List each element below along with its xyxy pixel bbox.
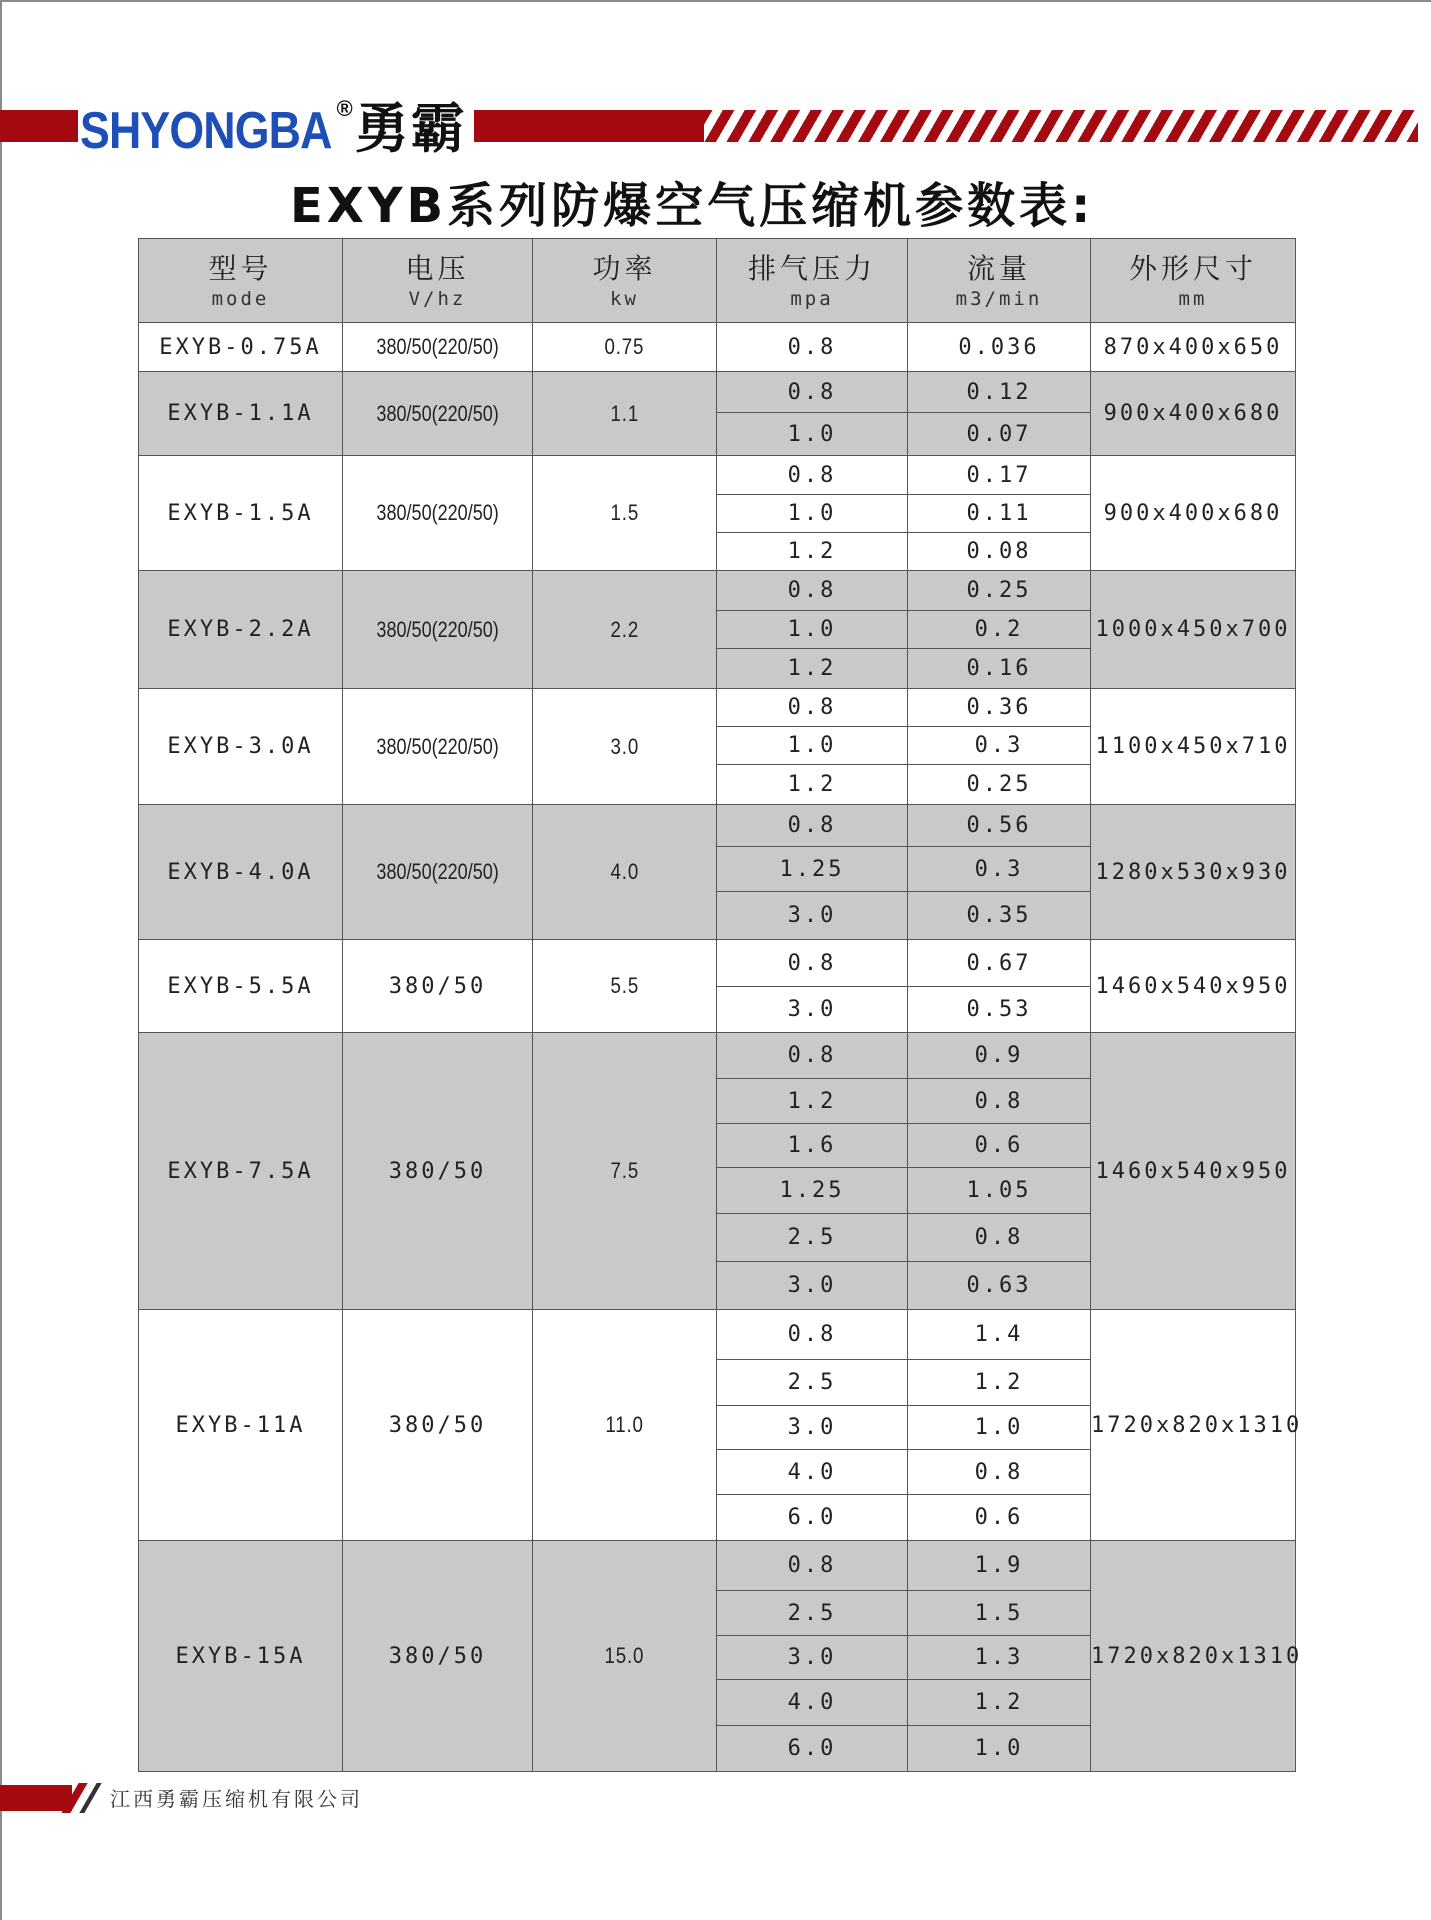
flow-cell: 0.8: [908, 1214, 1091, 1262]
flow-cell: 0.67: [908, 940, 1091, 987]
model-cell: EXYB-5.5A: [139, 940, 343, 1033]
registered-mark: ®: [336, 96, 353, 121]
header-flow: 流量 m3/min: [908, 239, 1091, 323]
pressure-cell: 0.8: [717, 1033, 908, 1079]
power-cell: 1.5: [533, 456, 717, 571]
company-name: 江西勇霸压缩机有限公司: [110, 1787, 363, 1811]
pressure-cell: 0.8: [717, 689, 908, 727]
pressure-cell: 3.0: [717, 892, 908, 940]
voltage-cell: 380/50(220/50): [343, 456, 533, 571]
pressure-cell: 3.0: [717, 1406, 908, 1450]
pressure-cell: 3.0: [717, 987, 908, 1033]
flow-cell: 0.08: [908, 533, 1091, 571]
pressure-cell: 1.2: [717, 649, 908, 689]
table-row: [139, 1033, 1296, 1079]
flow-cell: 0.6: [908, 1124, 1091, 1168]
pressure-cell: 2.5: [717, 1591, 908, 1636]
pressure-cell: 2.5: [717, 1360, 908, 1406]
flow-cell: 1.05: [908, 1168, 1091, 1214]
model-cell: EXYB-3.0A: [139, 689, 343, 805]
flow-cell: 0.36: [908, 689, 1091, 727]
header-red-bar-mid: [474, 110, 704, 142]
flow-cell: 1.4: [908, 1310, 1091, 1360]
pressure-cell: 1.25: [717, 1168, 908, 1214]
header-dimensions: 外形尺寸 mm: [1091, 239, 1296, 323]
left-border-line: [0, 0, 2, 1920]
pressure-cell: 1.25: [717, 847, 908, 892]
voltage-cell: 380/50: [343, 1310, 533, 1541]
voltage-cell: 380/50: [343, 1541, 533, 1772]
table-row: [139, 1310, 1296, 1360]
power-cell: 3.0: [533, 689, 717, 805]
voltage-cell: 380/50(220/50): [343, 805, 533, 940]
pressure-cell: 6.0: [717, 1495, 908, 1541]
dimensions-cell: 870x400x650: [1091, 323, 1296, 372]
flow-cell: 0.12: [908, 372, 1091, 413]
table-row: [139, 571, 1296, 611]
dimensions-cell: 1720x820x1310: [1091, 1310, 1296, 1541]
voltage-cell: 380/50(220/50): [343, 323, 533, 372]
flow-cell: 1.2: [908, 1680, 1091, 1726]
flow-cell: 0.53: [908, 987, 1091, 1033]
voltage-cell: 380/50(220/50): [343, 689, 533, 805]
pressure-cell: 1.0: [717, 495, 908, 533]
table-row: [139, 805, 1296, 847]
model-cell: EXYB-2.2A: [139, 571, 343, 689]
pressure-cell: 1.0: [717, 727, 908, 765]
header-model: 型号 mode: [139, 239, 343, 323]
table-row: [139, 940, 1296, 987]
flow-cell: 0.11: [908, 495, 1091, 533]
top-border-line: [0, 0, 1431, 2]
flow-cell: 1.3: [908, 1636, 1091, 1680]
model-cell: EXYB-1.5A: [139, 456, 343, 571]
header-power: 功率 kw: [533, 239, 717, 323]
footer-red-bar: [0, 1785, 72, 1811]
pressure-cell: 1.2: [717, 533, 908, 571]
flow-cell: 0.8: [908, 1450, 1091, 1495]
flow-cell: 0.17: [908, 456, 1091, 495]
pressure-cell: 1.2: [717, 765, 908, 805]
flow-cell: 1.0: [908, 1406, 1091, 1450]
flow-cell: 1.0: [908, 1726, 1091, 1772]
pressure-cell: 0.8: [717, 805, 908, 847]
brand-logo: [80, 86, 467, 162]
pressure-cell: 3.0: [717, 1636, 908, 1680]
header-stripe-band: [704, 110, 1418, 142]
table-header-row: [139, 239, 1296, 323]
pressure-cell: 3.0: [717, 1262, 908, 1310]
dimensions-cell: 1460x540x950: [1091, 1033, 1296, 1310]
spec-table: [138, 238, 1303, 1772]
power-cell: 4.0: [533, 805, 717, 940]
page-title: EXYB系列防爆空气压缩机参数表:: [290, 178, 1095, 234]
flow-cell: 0.25: [908, 765, 1091, 805]
pressure-cell: 0.8: [717, 372, 908, 413]
pressure-cell: 0.8: [717, 456, 908, 495]
power-cell: 5.5: [533, 940, 717, 1033]
flow-cell: 1.5: [908, 1591, 1091, 1636]
model-cell: EXYB-4.0A: [139, 805, 343, 940]
pressure-cell: 1.0: [717, 611, 908, 649]
flow-cell: 0.9: [908, 1033, 1091, 1079]
pressure-cell: 6.0: [717, 1726, 908, 1772]
voltage-cell: 380/50: [343, 1033, 533, 1310]
pressure-cell: 4.0: [717, 1450, 908, 1495]
pressure-cell: 2.5: [717, 1214, 908, 1262]
brand-name-en: SHYONGBA: [80, 102, 332, 160]
table-row: [139, 372, 1296, 413]
pressure-cell: 1.2: [717, 1079, 908, 1124]
voltage-cell: 380/50(220/50): [343, 571, 533, 689]
dimensions-cell: 1280x530x930: [1091, 805, 1296, 940]
pressure-cell: 0.8: [717, 940, 908, 987]
flow-cell: 0.3: [908, 847, 1091, 892]
header-red-bar-left: [0, 110, 78, 142]
dimensions-cell: 900x400x680: [1091, 372, 1296, 456]
dimensions-cell: 900x400x680: [1091, 456, 1296, 571]
header-pressure: 排气压力 mpa: [717, 239, 908, 323]
power-cell: 0.75: [533, 323, 717, 372]
dimensions-cell: 1720x820x1310: [1091, 1541, 1296, 1772]
flow-cell: 0.036: [908, 323, 1091, 372]
pressure-cell: 0.8: [717, 1541, 908, 1591]
power-cell: 15.0: [533, 1541, 717, 1772]
header-voltage: 电压 V/hz: [343, 239, 533, 323]
model-cell: EXYB-7.5A: [139, 1033, 343, 1310]
flow-cell: 0.3: [908, 727, 1091, 765]
model-cell: EXYB-1.1A: [139, 372, 343, 456]
brand-header: [0, 84, 1431, 164]
power-cell: 7.5: [533, 1033, 717, 1310]
dimensions-cell: 1000x450x700: [1091, 571, 1296, 689]
flow-cell: 1.2: [908, 1360, 1091, 1406]
pressure-cell: 0.8: [717, 1310, 908, 1360]
flow-cell: 1.9: [908, 1541, 1091, 1591]
flow-cell: 0.07: [908, 413, 1091, 456]
flow-cell: 0.56: [908, 805, 1091, 847]
flow-cell: 0.2: [908, 611, 1091, 649]
power-cell: 1.1: [533, 372, 717, 456]
voltage-cell: 380/50: [343, 940, 533, 1033]
pressure-cell: 1.6: [717, 1124, 908, 1168]
pressure-cell: 1.0: [717, 413, 908, 456]
model-cell: EXYB-11A: [139, 1310, 343, 1541]
table-row: [139, 1541, 1296, 1591]
table-row: [139, 689, 1296, 727]
brand-name-cn: 勇霸: [354, 97, 467, 160]
pressure-cell: 4.0: [717, 1680, 908, 1726]
power-cell: 11.0: [533, 1310, 717, 1541]
flow-cell: 0.35: [908, 892, 1091, 940]
flow-cell: 0.63: [908, 1262, 1091, 1310]
pressure-cell: 0.8: [717, 323, 908, 372]
flow-cell: 0.25: [908, 571, 1091, 611]
dimensions-cell: 1100x450x710: [1091, 689, 1296, 805]
flow-cell: 0.16: [908, 649, 1091, 689]
dimensions-cell: 1460x540x950: [1091, 940, 1296, 1033]
pressure-cell: 0.8: [717, 571, 908, 611]
voltage-cell: 380/50(220/50): [343, 372, 533, 456]
table-row: [139, 323, 1296, 372]
table-row: [139, 456, 1296, 495]
power-cell: 2.2: [533, 571, 717, 689]
flow-cell: 0.6: [908, 1495, 1091, 1541]
model-cell: EXYB-15A: [139, 1541, 343, 1772]
model-cell: EXYB-0.75A: [139, 323, 343, 372]
flow-cell: 0.8: [908, 1079, 1091, 1124]
